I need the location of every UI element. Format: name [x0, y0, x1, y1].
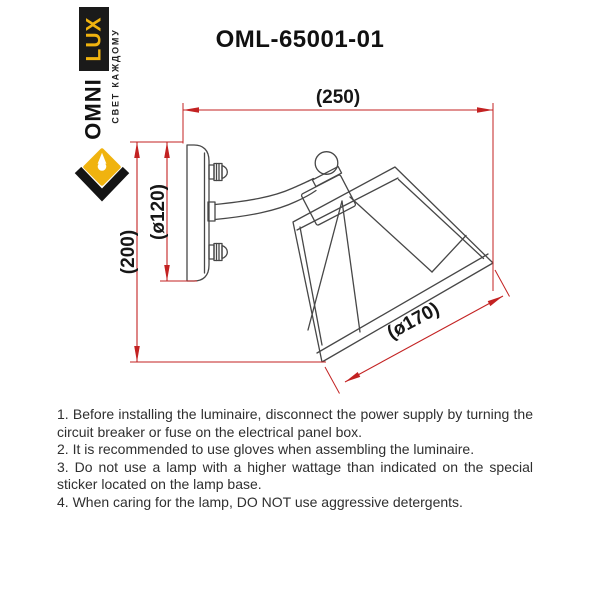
dimension-base-diameter	[148, 142, 197, 281]
dimension-height-label: (200)	[118, 229, 139, 275]
dimension-base-label: (ø120)	[148, 184, 169, 240]
wall-plate	[187, 145, 209, 281]
dimension-width-label: (250)	[315, 87, 361, 108]
brand-lux-text: LUX	[82, 16, 105, 62]
brand-omni-text: OMNI	[81, 78, 107, 140]
dimension-overall-width	[183, 87, 493, 291]
instruction-item-2: 2. It is recommended to use gloves when assembling the luminaire.	[57, 441, 475, 458]
ball-joint	[301, 152, 356, 226]
instruction-item-3: 3. Do not use a lamp with a higher wattage than indicated on the special sticker located on the lamp base.	[57, 458, 533, 493]
dimension-shade-label: (ø170)	[383, 298, 443, 344]
instruction-item-1: 1. Before installing the luminaire, disconnect the power supply by turning the circuit breaker or fuse on the electrical panel box.	[57, 406, 533, 440]
lamp-arm	[208, 179, 316, 222]
instructions-list	[57, 406, 533, 512]
thumb-screw-bottom	[209, 244, 227, 261]
instruction-item-4: 4. When caring for the lamp, DO NOT use aggressive detergents.	[57, 493, 463, 510]
thumb-screw-top	[209, 164, 227, 181]
brand-tagline-text: СВЕТ КАЖДОМУ	[111, 28, 121, 124]
product-code-title: OML-65001-01	[215, 26, 385, 53]
